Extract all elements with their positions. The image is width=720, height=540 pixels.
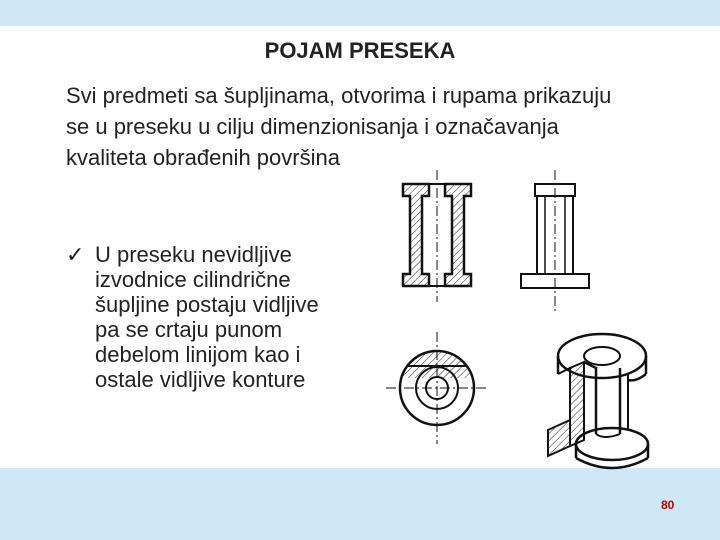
slide-title: POJAM PRESEKA [264, 38, 456, 63]
section-view-drawing [395, 166, 485, 306]
bullet-line: izvodnice cilindrične [95, 267, 291, 292]
bullet-line: pa se crtaju punom [95, 317, 283, 342]
checkmark-icon: ✓ [66, 242, 85, 267]
isometric-cutaway-drawing [540, 322, 660, 470]
intro-line: se u preseku u cilju dimenzionisanja i označavanja [66, 114, 559, 139]
page-number: 80 [661, 498, 675, 512]
top-view-drawing [382, 326, 492, 446]
intro-line: kvaliteta obrađenih površina [66, 145, 340, 170]
bullet-line: ostale vidljive konture [95, 367, 306, 392]
bullet-point [66, 242, 366, 392]
bullet-line: debelom linijom kao i [95, 342, 301, 367]
intro-paragraph [66, 80, 666, 173]
exterior-view-drawing [515, 166, 595, 316]
intro-line: Svi predmeti sa šupljinama, otvorima i rupama prikazuju [66, 83, 612, 108]
bullet-line: šupljine postaju vidljive [95, 292, 319, 317]
bullet-line: U preseku nevidljive [95, 242, 292, 267]
slide [0, 26, 720, 468]
